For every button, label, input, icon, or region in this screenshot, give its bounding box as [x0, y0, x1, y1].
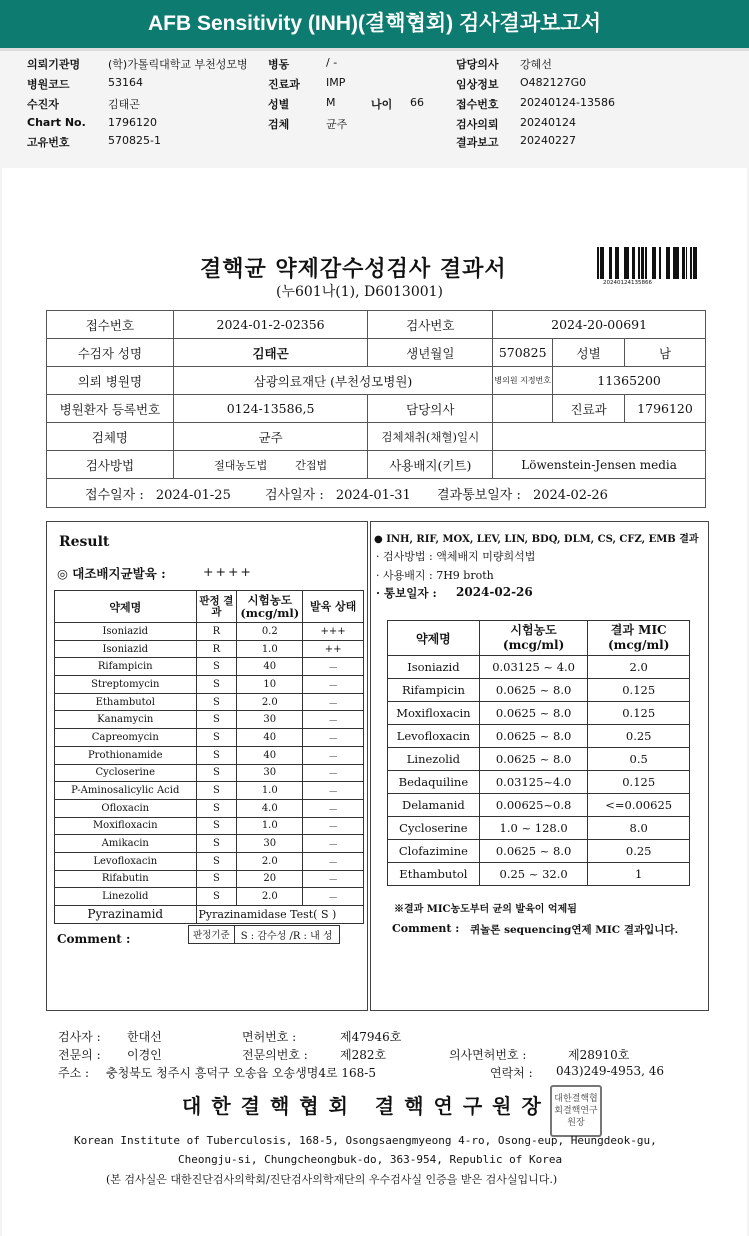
mic-drug-cell: Bedaquiline — [388, 771, 480, 794]
name-value: 김태곤 — [173, 339, 368, 367]
table-row — [55, 676, 364, 694]
mic-value-cell: <=0.00625 — [588, 794, 690, 817]
receipt-date-value: 2024-01-25 — [155, 487, 231, 503]
contact-label: 연락처 : — [490, 1066, 533, 1080]
conc-cell: 40 — [237, 658, 303, 676]
conc-cell: 1.0 — [237, 817, 303, 835]
growth-cell: － — [303, 870, 364, 888]
drug-cell: Levofloxacin — [55, 852, 197, 870]
mic-drug-cell: Clofazimine — [388, 840, 480, 863]
ward-value: / - — [326, 56, 338, 69]
institute-name: 대한결핵협회 결핵연구원장 — [182, 1094, 551, 1118]
mic-drug-cell: Levofloxacin — [388, 725, 480, 748]
pza-drug: Pyrazinamid — [55, 906, 197, 924]
conc-cell: 4.0 — [237, 799, 303, 817]
reg-no-label: 병원환자 등록번호 — [47, 395, 174, 423]
request-date-value: 20240124 — [520, 116, 576, 129]
table-row — [388, 771, 690, 794]
mic-range-cell: 0.25 ~ 32.0 — [479, 863, 588, 886]
request-date-label: 검사의뢰 — [456, 118, 499, 131]
result-cell: R — [196, 640, 237, 658]
growth-cell: － — [303, 835, 364, 853]
table-row — [55, 817, 364, 835]
result-cell: S — [196, 782, 237, 800]
test-date-label: 검사일자 : — [264, 487, 324, 503]
mic-col-drug: 약제명 — [388, 621, 480, 656]
drug-cell: Kanamycin — [55, 711, 197, 729]
mic-value-cell: 8.0 — [588, 817, 690, 840]
mic-note: ※결과 MIC농도부터 균의 발육이 억제됨 — [394, 904, 577, 915]
doctor-license-label: 의사면허번호 : — [449, 1048, 527, 1062]
sex-value-cell: 남 — [625, 339, 706, 367]
drug-cell: Linezolid — [55, 888, 197, 906]
table-row — [55, 852, 364, 870]
clinical-label: 임상정보 — [456, 78, 499, 91]
result-cell: S — [196, 693, 237, 711]
growth-cell: － — [303, 764, 364, 782]
col-result: 판정 결과 — [196, 591, 237, 623]
specimen-label: 검체 — [268, 118, 290, 131]
clinical-value: O482127G0 — [520, 76, 587, 89]
result-cell: S — [196, 799, 237, 817]
mic-drug-cell: Linezolid — [388, 748, 480, 771]
hospital-id-value: 11365200 — [553, 367, 706, 395]
report-date-value: 20240227 — [520, 134, 576, 147]
drug-cell: Ethambutol — [55, 693, 197, 711]
test-no-label: 검사번호 — [368, 311, 493, 339]
mic-range-cell: 0.03125 ~ 4.0 — [479, 656, 588, 679]
mic-range-cell: 0.00625~0.8 — [479, 794, 588, 817]
birth-value: 570825 — [493, 339, 553, 367]
license-value: 제47946호 — [340, 1030, 402, 1044]
barcode-bar — [627, 247, 629, 279]
barcode-bar — [693, 247, 694, 279]
mic-range-cell: 0.0625 ~ 8.0 — [479, 702, 588, 725]
barcode-bar — [600, 247, 601, 279]
conc-cell: 2.0 — [237, 693, 303, 711]
control-growth-label: ◎ 대조배지균발육 : — [57, 566, 166, 581]
sex-label: 성별 — [268, 98, 290, 111]
mic-value-cell: 1 — [588, 863, 690, 886]
mic-range-cell: 0.0625 ~ 8.0 — [479, 748, 588, 771]
growth-cell: － — [303, 711, 364, 729]
collect-value — [493, 423, 706, 451]
table-row — [388, 748, 690, 771]
table-row — [55, 729, 364, 747]
table-row — [55, 640, 364, 658]
specialist-no-value: 제282호 — [340, 1048, 387, 1062]
col-drug: 약제명 — [55, 591, 197, 623]
tester-label: 검사자 : — [58, 1030, 101, 1044]
barcode-bar — [666, 247, 667, 279]
doctor-license-value: 제28910호 — [568, 1048, 630, 1062]
request-org-value: (학)가톨릭대학교 부천성모병 — [108, 58, 248, 71]
barcode-bar — [659, 247, 661, 279]
barcode-bar — [597, 247, 599, 279]
birth-label: 생년월일 — [368, 339, 493, 367]
absolute-method-table — [54, 590, 364, 906]
table-row — [388, 863, 690, 886]
barcode-bar — [610, 247, 612, 279]
drug-cell: Cycloserine — [55, 764, 197, 782]
table-row — [388, 840, 690, 863]
barcode-bar — [638, 247, 640, 279]
drug-cell: Rifabutin — [55, 870, 197, 888]
mic-value-cell: 0.25 — [588, 840, 690, 863]
conc-cell: 40 — [237, 746, 303, 764]
notify-date-value: 2024-02-26 — [532, 487, 608, 503]
english-address-2: Cheongju-si, Chungcheongbuk-do, 363-954, Republic of Korea — [178, 1153, 563, 1166]
specialist-label: 전문의 : — [58, 1048, 101, 1062]
mic-value-cell: 0.125 — [588, 771, 690, 794]
mic-comment: 퀴놀론 sequencing연제 MIC 결과입니다. — [470, 924, 679, 936]
drug-cell: Amikacin — [55, 835, 197, 853]
certification-note: (본 검사실은 대한진단검사의학회/진단검사의학재단의 우수검사실 인증을 받은 검사실입니다.) — [106, 1173, 558, 1186]
specialist-value: 이경인 — [127, 1048, 162, 1062]
legend-text: S : 감수성 /R : 내 성 — [234, 926, 339, 944]
sex-value: M — [326, 96, 336, 109]
mic-report-date-label: · 통보일자 : — [376, 586, 437, 600]
result-cell: S — [196, 729, 237, 747]
receipt-value: 20240124-13586 — [520, 96, 615, 109]
unique-label: 고유번호 — [27, 136, 70, 149]
growth-cell: － — [303, 693, 364, 711]
growth-cell: － — [303, 799, 364, 817]
drug-cell: Streptomycin — [55, 676, 197, 694]
table-row — [55, 835, 364, 853]
barcode-bar — [641, 247, 642, 279]
table-row — [55, 764, 364, 782]
barcode-bar — [686, 247, 687, 279]
growth-cell: － — [303, 782, 364, 800]
hospital-value: 삼광의료재단 (부천성모병원) — [173, 367, 492, 395]
barcode-bar — [652, 247, 653, 279]
result-cell: S — [196, 870, 237, 888]
conc-cell: 40 — [237, 729, 303, 747]
result-cell: S — [196, 888, 237, 906]
mic-drug-cell: Moxifloxacin — [388, 702, 480, 725]
barcode-bar — [667, 247, 670, 279]
age-value: 66 — [410, 96, 424, 109]
col-growth: 발육 상태 — [303, 591, 364, 623]
drug-cell: Ofloxacin — [55, 799, 197, 817]
result-cell: S — [196, 835, 237, 853]
mic-value-cell: 0.125 — [588, 679, 690, 702]
growth-cell: － — [303, 888, 364, 906]
name-label: 수검자 성명 — [47, 339, 174, 367]
barcode-bar — [609, 247, 610, 279]
unique-value: 570825-1 — [108, 134, 161, 147]
medium-value: Löwenstein-Jensen media — [493, 451, 706, 479]
mic-drug-cell: Ethambutol — [388, 863, 480, 886]
result-cell: S — [196, 746, 237, 764]
request-info-table — [46, 310, 706, 508]
doctor-label-cell: 담당의사 — [368, 395, 493, 423]
mic-report-date-value: 2024-02-26 — [456, 585, 533, 599]
pza-table — [54, 905, 364, 924]
mic-value-cell: 0.5 — [588, 748, 690, 771]
hospital-id-label: 병의원 지정번호 — [493, 367, 553, 395]
license-label: 면허번호 : — [242, 1030, 297, 1044]
specimen-value-cell: 균주 — [173, 423, 368, 451]
mic-comment-label: Comment : — [392, 922, 460, 935]
mic-range-cell: 1.0 ~ 128.0 — [479, 817, 588, 840]
barcode-bar — [617, 247, 619, 279]
dept-value-cell: 1796120 — [625, 395, 706, 423]
mic-drug-cell: Isoniazid — [388, 656, 480, 679]
conc-cell: 30 — [237, 835, 303, 853]
table-row — [388, 794, 690, 817]
dept-label-cell: 진료과 — [553, 395, 625, 423]
legend-label: 판정기준 — [189, 926, 235, 944]
barcode-bar — [601, 247, 604, 279]
receipt-no-label: 접수번호 — [47, 311, 174, 339]
conc-cell: 20 — [237, 870, 303, 888]
age-label: 나이 — [371, 98, 393, 111]
growth-cell: ++ — [303, 640, 364, 658]
hospital-label: 의뢰 병원명 — [47, 367, 174, 395]
mic-range-cell: 0.0625 ~ 8.0 — [479, 679, 588, 702]
drug-cell: Rifampicin — [55, 658, 197, 676]
method-absolute: 절대농도법 — [214, 458, 268, 472]
notify-date-label: 결과통보일자 : — [436, 487, 521, 503]
specialist-no-label: 전문의번호 : — [242, 1048, 308, 1062]
table-row — [388, 725, 690, 748]
reg-no-value: 0124-13586,5 — [173, 395, 368, 423]
barcode-bar — [673, 247, 676, 279]
mic-drug-cell: Delamanid — [388, 794, 480, 817]
left-comment-label: Comment : — [57, 932, 131, 946]
dept-value: IMP — [326, 76, 346, 89]
table-row — [388, 679, 690, 702]
sex-label-cell: 성별 — [553, 339, 625, 367]
result-cell: S — [196, 852, 237, 870]
growth-cell: － — [303, 676, 364, 694]
doctor-value: 강혜선 — [520, 58, 552, 71]
barcode-bar — [653, 247, 656, 279]
mic-value-cell: 2.0 — [588, 656, 690, 679]
barcode-number: 20240124135866 — [603, 280, 652, 286]
table-row — [55, 870, 364, 888]
collect-label: 검체채취(채혈)일시 — [368, 423, 493, 451]
barcode-bar — [645, 247, 647, 279]
growth-cell: － — [303, 729, 364, 747]
table-row — [55, 711, 364, 729]
drug-cell: Capreomycin — [55, 729, 197, 747]
table-row — [55, 799, 364, 817]
growth-cell: +++ — [303, 623, 364, 641]
drug-cell: Isoniazid — [55, 623, 197, 641]
result-cell: S — [196, 764, 237, 782]
growth-cell: － — [303, 852, 364, 870]
official-seal: 대한결핵협회결핵연구원장 — [550, 1085, 602, 1137]
request-org-label: 의뢰기관명 — [27, 58, 81, 71]
receipt-label: 접수번호 — [456, 98, 499, 111]
doctor-label: 담당의사 — [456, 58, 499, 71]
result-cell: S — [196, 658, 237, 676]
barcode-bar — [676, 247, 679, 279]
examinee-label: 수진자 — [27, 98, 59, 111]
receipt-no-value: 2024-01-2-02356 — [173, 311, 368, 339]
mic-value-cell: 0.125 — [588, 702, 690, 725]
mic-col-range: 시험농도 (mcg/ml) — [479, 621, 588, 656]
table-row — [388, 702, 690, 725]
barcode-bar — [682, 247, 685, 279]
result-cell: S — [196, 711, 237, 729]
result-cell: S — [196, 817, 237, 835]
barcode-bar — [633, 247, 635, 279]
conc-cell: 2.0 — [237, 852, 303, 870]
chart-value: 1796120 — [108, 116, 157, 129]
report-header-title: AFB Sensitivity (INH)(결핵협회) 검사결과보고서 — [148, 12, 601, 35]
method-label: 검사방법 — [47, 451, 174, 479]
conc-cell: 2.0 — [237, 888, 303, 906]
examinee-value: 김태곤 — [108, 98, 140, 111]
tester-value: 한대선 — [127, 1030, 162, 1044]
barcode — [596, 247, 700, 279]
conc-cell: 30 — [237, 711, 303, 729]
legend-table — [188, 925, 340, 944]
method-indirect: 간접법 — [295, 458, 328, 472]
result-label: Result — [59, 534, 110, 550]
test-no-value: 2024-20-00691 — [493, 311, 706, 339]
report-header — [0, 0, 749, 48]
hospital-code-label: 병원코드 — [27, 78, 70, 91]
growth-cell: － — [303, 658, 364, 676]
address-label: 주소 : — [58, 1066, 90, 1080]
table-row — [388, 817, 690, 840]
barcode-bar — [694, 247, 697, 279]
mic-col-mic: 결과 MIC (mcg/ml) — [588, 621, 690, 656]
table-row — [55, 746, 364, 764]
drug-cell: Isoniazid — [55, 640, 197, 658]
mic-value-cell: 0.25 — [588, 725, 690, 748]
barcode-bar — [632, 247, 633, 279]
table-row — [55, 693, 364, 711]
header-divider — [0, 48, 749, 51]
mic-range-cell: 0.0625 ~ 8.0 — [479, 725, 588, 748]
barcode-bar — [616, 247, 617, 279]
hospital-code-value: 53164 — [108, 76, 143, 89]
pza-test: Pyrazinamidase Test( S ) — [196, 906, 363, 924]
ward-label: 병동 — [268, 58, 290, 71]
table-row — [55, 658, 364, 676]
dates-row — [47, 479, 706, 508]
medium-label: 사용배지(키트) — [368, 451, 493, 479]
drug-cell: Prothionamide — [55, 746, 197, 764]
address-value: 충청북도 청주시 흥덕구 오송읍 오송생명4로 168-5 — [106, 1066, 376, 1080]
mic-header-line: ● INH, RIF, MOX, LEV, LIN, BDQ, DLM, CS, CFZ, EMB 결과 — [374, 534, 699, 545]
report-date-label: 결과보고 — [456, 136, 499, 149]
specimen-value: 균주 — [326, 118, 348, 131]
mic-method-line: · 검사방법 : 액체배지 미량희석법 — [376, 550, 536, 563]
english-address-1: Korean Institute of Tuberculosis, 168-5, Osongsaengmyeong 4-ro, Osong-eup, Heungdeok-gu, — [74, 1134, 657, 1147]
chart-label: Chart No. — [27, 116, 86, 129]
mic-table — [387, 620, 690, 886]
table-row — [55, 888, 364, 906]
growth-cell: － — [303, 817, 364, 835]
contact-value: 043)249-4953, 46 — [556, 1064, 664, 1078]
conc-cell: 0.2 — [237, 623, 303, 641]
barcode-bar — [624, 247, 627, 279]
specimen-label-cell: 검체명 — [47, 423, 174, 451]
conc-cell: 1.0 — [237, 782, 303, 800]
doctor-value-cell — [493, 395, 553, 423]
result-cell: S — [196, 676, 237, 694]
mic-medium-line: · 사용배지 : 7H9 broth — [376, 569, 494, 582]
test-date-value: 2024-01-31 — [335, 487, 411, 503]
dept-label: 진료과 — [268, 78, 300, 91]
table-row — [388, 656, 690, 679]
barcode-bar — [615, 247, 616, 279]
report-title: 결핵균 약제감수성검사 결과서 — [200, 256, 507, 282]
control-growth-value: ++++ — [203, 564, 253, 579]
barcode-bar — [642, 247, 644, 279]
mic-range-cell: 0.03125~4.0 — [479, 771, 588, 794]
table-row — [55, 623, 364, 641]
report-subtitle: (누601나(1), D6013001) — [276, 284, 444, 300]
conc-cell: 10 — [237, 676, 303, 694]
drug-cell: Moxifloxacin — [55, 817, 197, 835]
mic-drug-cell: Rifampicin — [388, 679, 480, 702]
method-value — [173, 451, 368, 479]
mic-drug-cell: Cycloserine — [388, 817, 480, 840]
growth-cell: － — [303, 746, 364, 764]
barcode-bar — [690, 247, 692, 279]
conc-cell: 1.0 — [237, 640, 303, 658]
drug-cell: P-Aminosalicylic Acid — [55, 782, 197, 800]
mic-range-cell: 0.0625 ~ 8.0 — [479, 840, 588, 863]
receipt-date-label: 접수일자 : — [85, 487, 144, 503]
table-row — [55, 782, 364, 800]
result-cell: R — [196, 623, 237, 641]
col-conc: 시험농도 (mcg/ml) — [237, 591, 303, 623]
conc-cell: 30 — [237, 764, 303, 782]
